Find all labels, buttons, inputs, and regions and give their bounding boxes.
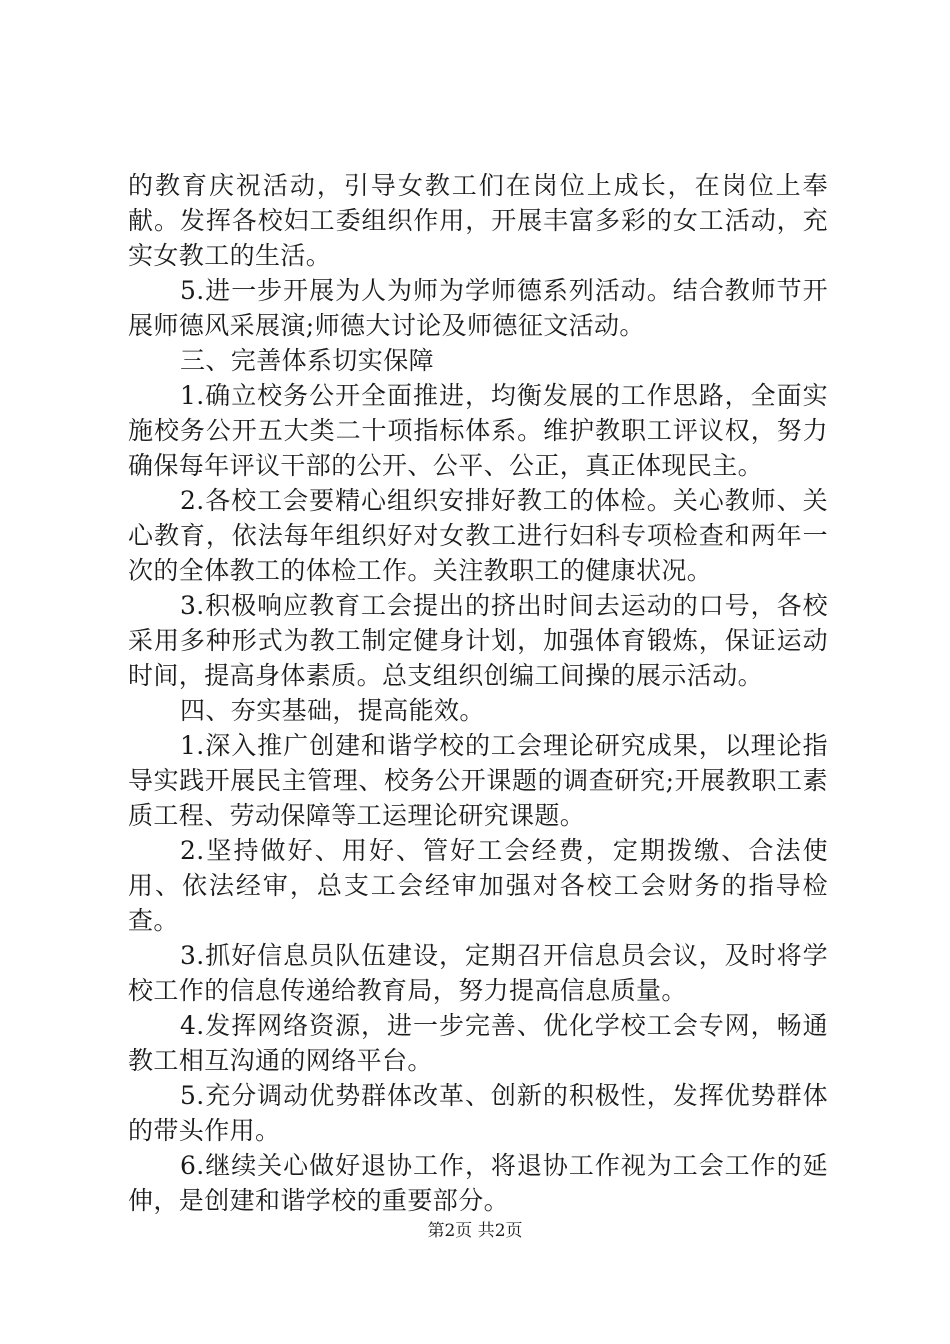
page-number-footer: 第2页 共2页 [427, 1221, 523, 1241]
paragraph-continuation: 的教育庆祝活动，引导女教工们在岗位上成长，在岗位上奉献。发挥各校妇工委组织作用，开展丰富多彩的女工活动，充实女教工的生活。 [128, 171, 828, 270]
paragraph-item-5-advantage-groups: 5.充分调动优势群体改革、创新的积极性，发挥优势群体的带头作用。 [128, 1081, 828, 1145]
paragraph-item-5-teacher-ethics: 5.进一步开展为人为师为学师德系列活动。结合教师节开展师德风采展演;师德大讨论及师德征文活动。 [128, 276, 828, 340]
paragraph-item-6-retirees: 6.继续关心做好退协工作，将退协工作视为工会工作的延伸，是创建和谐学校的重要部分。 [128, 1151, 828, 1215]
paragraph-item-1-theory-research: 1.深入推广创建和谐学校的工会理论研究成果，以理论指导实践开展民主管理、校务公开课题的调查研究;开展教职工素质工程、劳动保障等工运理论研究课题。 [128, 731, 828, 830]
document-body [128, 168, 828, 1218]
paragraph-item-2-health-check: 2.各校工会要精心组织安排好教工的体检。关心教师、关心教育，依法每年组织好对女教工进行妇科专项检查和两年一次的全体教工的体检工作。关注教职工的健康状况。 [128, 486, 828, 585]
section-heading-4: 四、夯实基础，提高能效。 [180, 696, 485, 725]
paragraph-item-2-funds: 2.坚持做好、用好、管好工会经费，定期拨缴、合法使用、依法经审，总支工会经审加强对各校工会财务的指导检查。 [128, 836, 828, 935]
paragraph-item-4-network: 4.发挥网络资源，进一步完善、优化学校工会专网，畅通教工相互沟通的网络平台。 [128, 1011, 828, 1075]
paragraph-item-3-fitness: 3.积极响应教育工会提出的挤出时间去运动的口号，各校采用多种形式为教工制定健身计划，加强体育锻炼，保证运动时间，提高身体素质。总支组织创编工间操的展示活动。 [128, 591, 828, 690]
paragraph-item-1-school-affairs: 1.确立校务公开全面推进，均衡发展的工作思路，全面实施校务公开五大类二十项指标体系。维护教职工评议权，努力确保每年评议干部的公开、公平、公正，真正体现民主。 [128, 381, 828, 480]
paragraph-item-3-information: 3.抓好信息员队伍建设，定期召开信息员会议，及时将学校工作的信息传递给教育局，努力提高信息质量。 [128, 941, 828, 1005]
section-heading-3: 三、完善体系切实保障 [180, 346, 435, 375]
